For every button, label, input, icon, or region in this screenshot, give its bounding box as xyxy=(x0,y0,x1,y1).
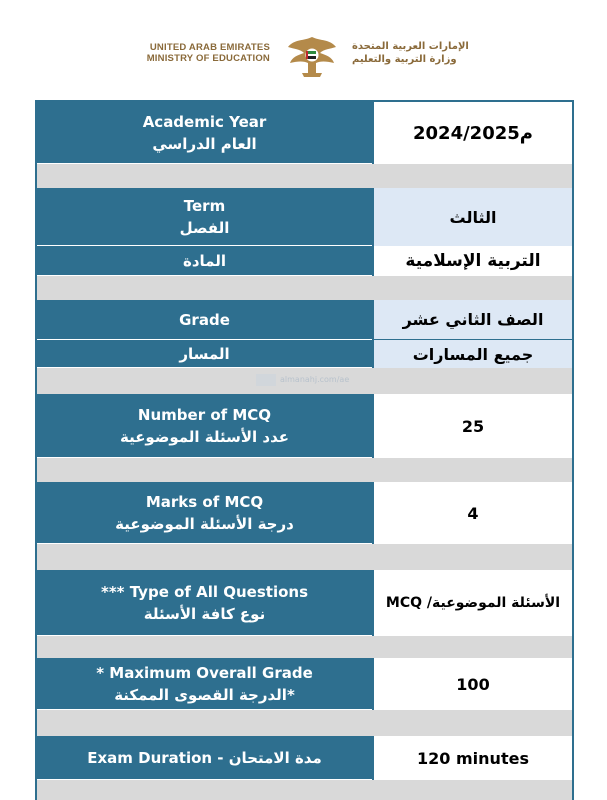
max-grade-label-ar: *الدرجة القصوى الممكنة xyxy=(114,685,295,704)
num-mcq-value xyxy=(372,394,572,458)
row-separator xyxy=(37,164,572,188)
question-type-label-en: *** Type of All Questions xyxy=(100,582,309,601)
academic-year-label-en: Academic Year xyxy=(142,112,267,131)
exam-info-table xyxy=(35,100,574,800)
row-separator xyxy=(37,276,572,300)
subject-label xyxy=(37,246,372,276)
duration-text: 120 minutes xyxy=(417,748,529,768)
question-type-value xyxy=(372,570,572,636)
watermark-text: almanahj.com/ae xyxy=(280,375,350,384)
marks-mcq-label-en: Marks of MCQ xyxy=(145,492,264,511)
ministry-name-ar xyxy=(352,40,512,66)
num-mcq-text: 25 xyxy=(461,416,485,436)
max-grade-label-en: * Maximum Overall Grade xyxy=(96,663,313,682)
term-text: الثالث xyxy=(449,207,497,227)
max-grade-label xyxy=(37,658,372,710)
grade-value xyxy=(372,300,572,340)
row-separator xyxy=(37,636,572,658)
term-label xyxy=(37,188,372,246)
academic-year-label-ar: العام الدراسي xyxy=(152,134,257,153)
grade-label xyxy=(37,300,372,340)
ministry-title-en: MINISTRY OF EDUCATION xyxy=(146,53,270,64)
marks-mcq-value xyxy=(372,482,572,544)
ministry-title-ar: وزارة التربية والتعليم xyxy=(352,54,457,65)
term-label-en: Term xyxy=(183,196,226,215)
max-grade-text: 100 xyxy=(456,674,490,694)
academic-year-value xyxy=(372,102,572,164)
row-separator xyxy=(37,780,572,800)
track-text: جميع المسارات xyxy=(412,344,534,364)
num-mcq-label-en: Number of MCQ xyxy=(137,405,272,424)
grade-text: الصف الثاني عشر xyxy=(402,310,544,329)
duration-label xyxy=(37,736,372,780)
uae-emblem-icon xyxy=(282,33,342,79)
ministry-name-en xyxy=(102,42,270,64)
subject-label-ar: المادة xyxy=(182,251,226,270)
duration-value xyxy=(372,736,572,780)
marks-mcq-text: 4 xyxy=(467,503,479,523)
subject-text: التربية الإسلامية xyxy=(405,251,541,271)
row-separator xyxy=(37,710,572,736)
academic-year-label xyxy=(37,102,372,164)
term-label-ar: الفصل xyxy=(179,218,230,237)
num-mcq-label-ar: عدد الأسئلة الموضوعية xyxy=(119,427,290,446)
subject-value xyxy=(372,246,572,276)
question-type-label xyxy=(37,570,372,636)
watermark-icon xyxy=(256,374,276,386)
num-mcq-label xyxy=(37,394,372,458)
row-separator xyxy=(37,458,572,482)
question-type-text: الأسئلة الموضوعية/ MCQ xyxy=(385,595,561,611)
grade-label-en: Grade xyxy=(179,310,230,329)
track-label-ar: المسار xyxy=(179,344,230,363)
marks-mcq-label-ar: درجة الأسئلة الموضوعية xyxy=(115,514,294,533)
country-name-en: UNITED ARAB EMIRATES xyxy=(149,42,270,53)
row-separator xyxy=(37,544,572,570)
country-name-ar: الإمارات العربية المتحدة xyxy=(352,41,469,52)
track-label xyxy=(37,340,372,368)
question-type-label-ar: نوع كافة الأسئلة xyxy=(143,604,266,623)
academic-year-text: 2024/2025م xyxy=(413,122,533,144)
marks-mcq-label xyxy=(37,482,372,544)
term-value xyxy=(372,188,572,246)
max-grade-value xyxy=(372,658,572,710)
ministry-header xyxy=(0,0,607,90)
duration-label-text: Exam Duration - مدة الامتحان xyxy=(87,748,322,767)
track-value xyxy=(372,340,572,368)
